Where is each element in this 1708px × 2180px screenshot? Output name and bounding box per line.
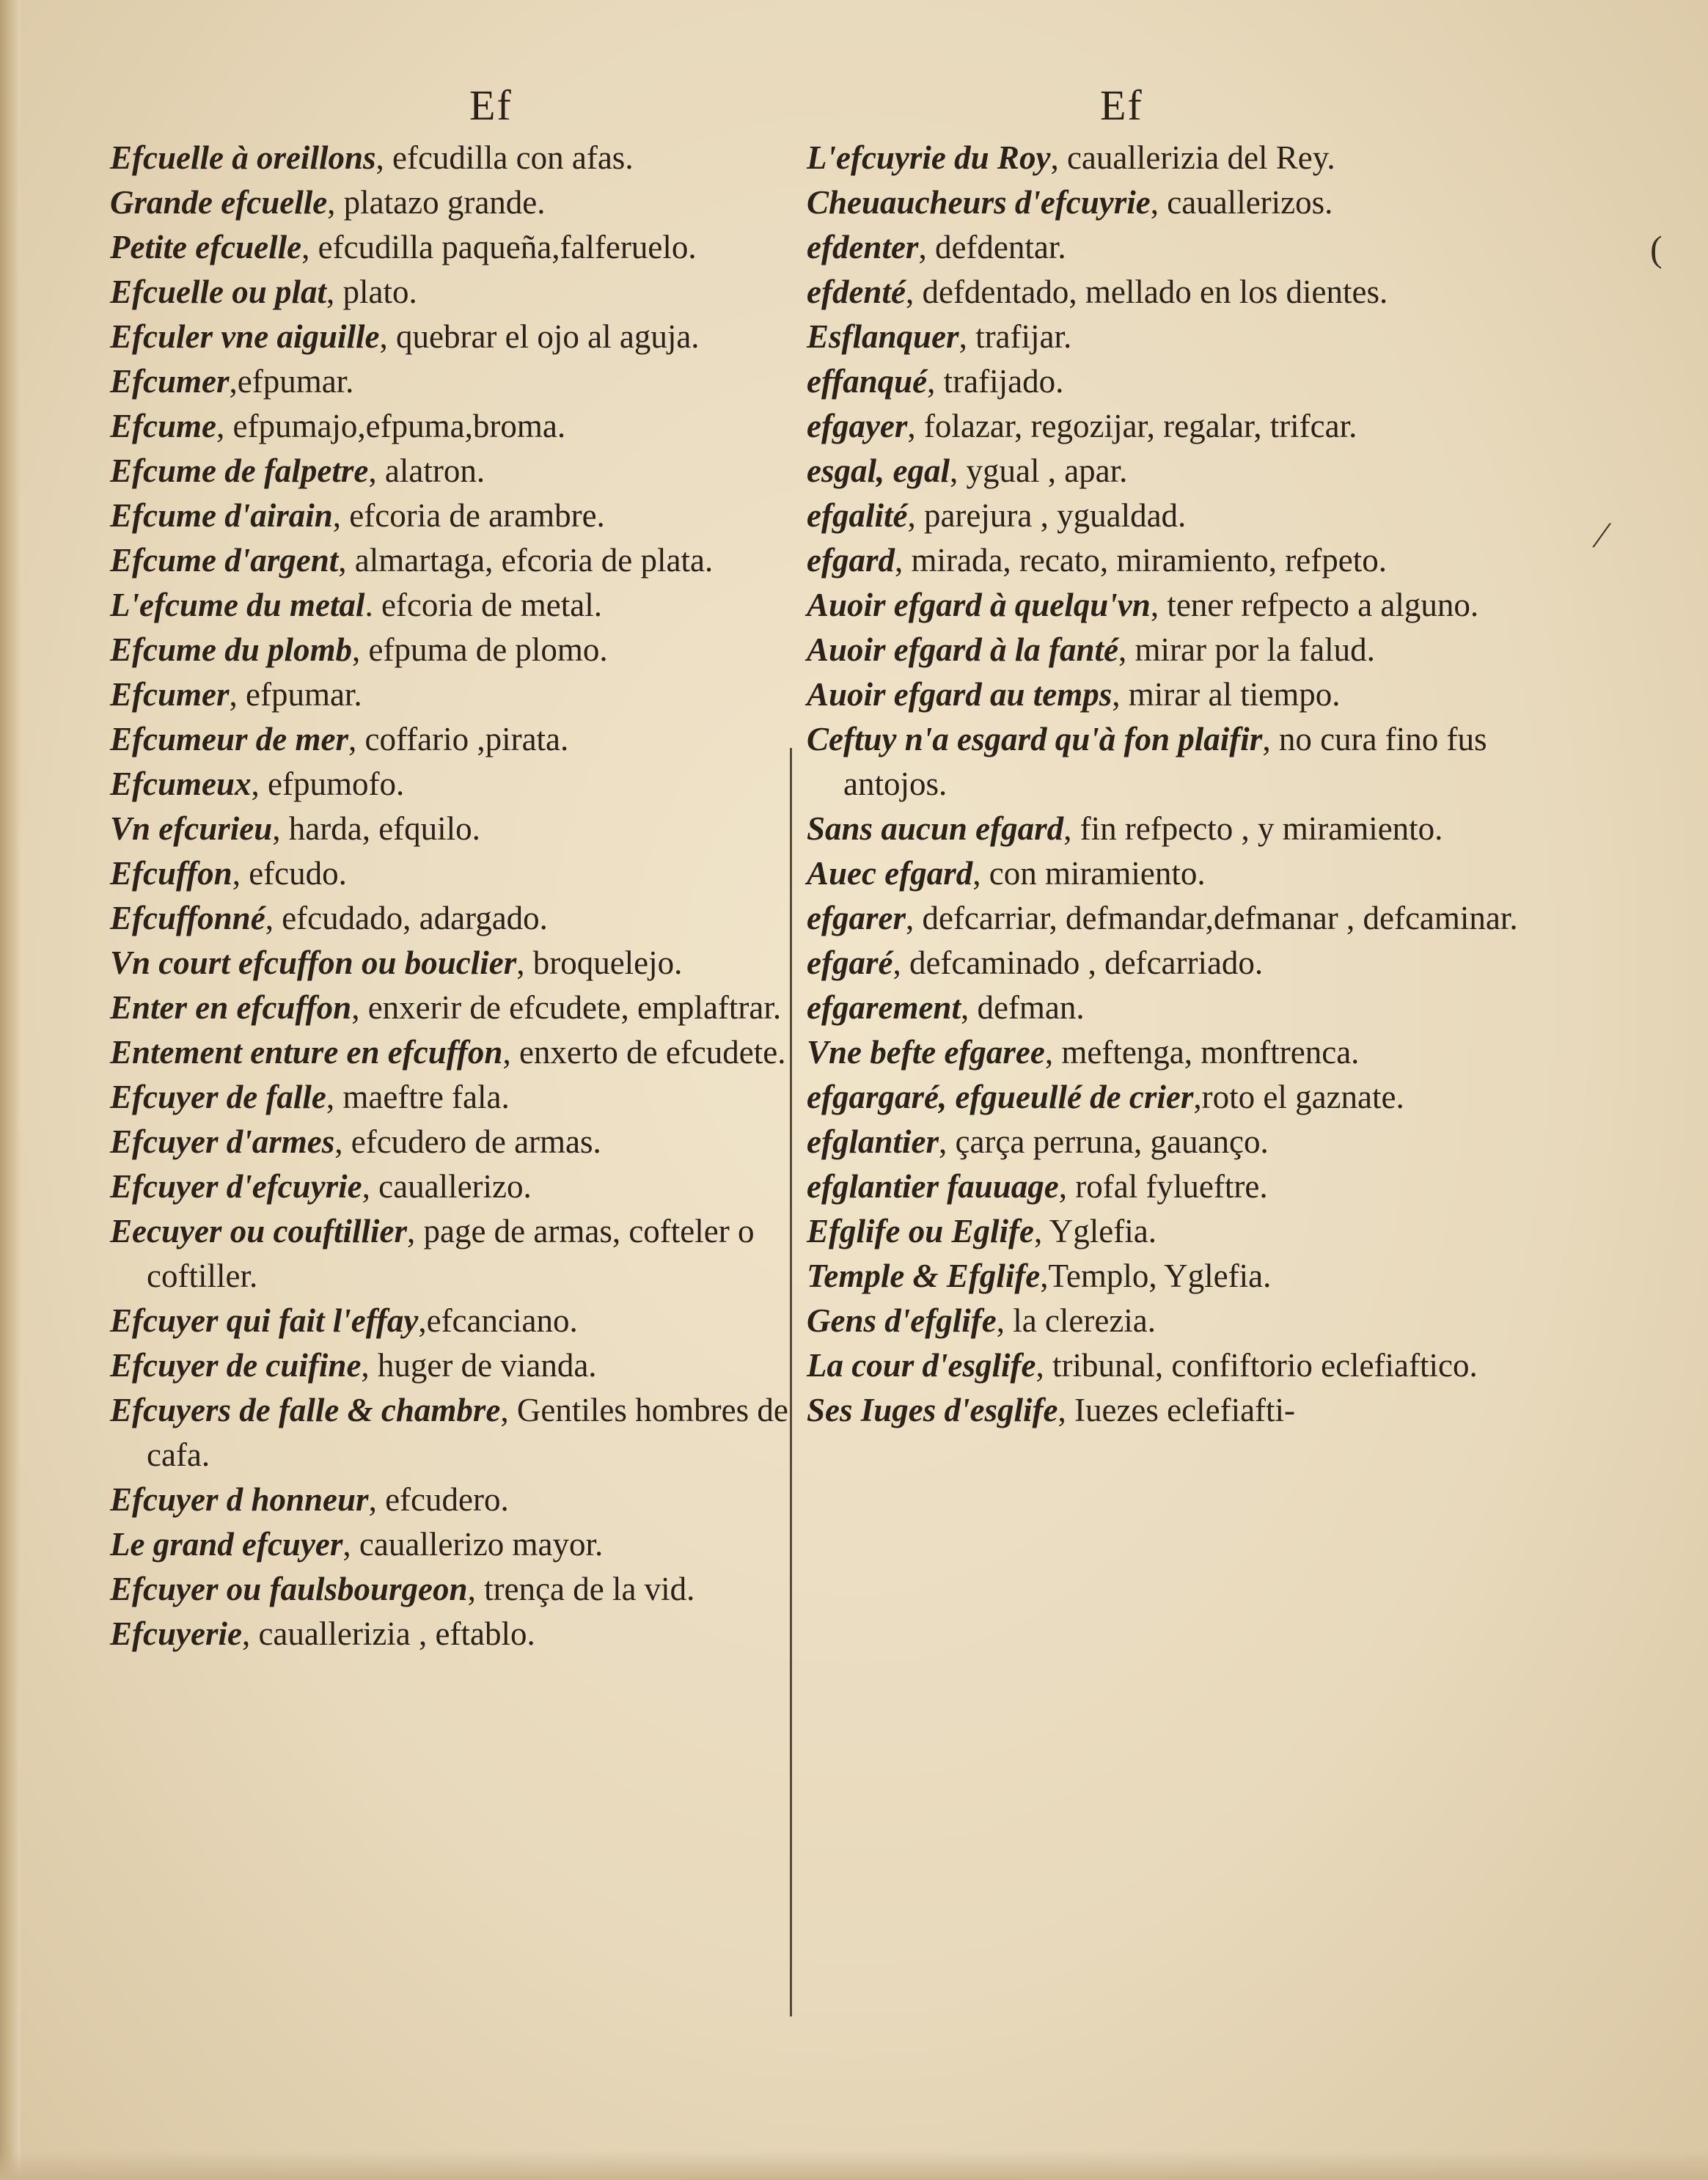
entry-headword: Auoir efgard à la fanté: [807, 631, 1119, 668]
dictionary-entry: [110, 1299, 796, 1343]
right-column: [807, 136, 1540, 1433]
entry-translation: , folazar, regozijar, regalar, trifcar.: [907, 408, 1357, 444]
dictionary-entry: [807, 136, 1540, 180]
entry-headword: Efcuyer de cuifine: [110, 1347, 362, 1384]
entry-headword: efgaré: [807, 944, 893, 981]
entry-translation: , cauallerizia , eftablo.: [241, 1615, 535, 1652]
dictionary-entry: [110, 941, 796, 986]
entry-translation: , no cura fino fus antojos.: [843, 721, 1487, 802]
entry-translation: , mirar al tiempo.: [1112, 676, 1341, 713]
entry-headword: efgarer: [807, 900, 906, 936]
entry-translation: , efcudilla con afas.: [375, 139, 634, 176]
dictionary-entry: [807, 449, 1540, 493]
entry-translation: ,efcanciano.: [418, 1302, 578, 1339]
entry-translation: , enxerto de efcudete.: [502, 1034, 786, 1071]
entry-headword: Efcuelle ou plat: [110, 274, 326, 310]
entry-headword: efgayer: [807, 408, 908, 444]
entry-translation: , Gentiles hombres de cafa.: [147, 1392, 788, 1473]
entry-headword: Esflanquer: [807, 318, 959, 355]
dictionary-entry: [110, 1612, 796, 1656]
entry-headword: Efcume d'argent: [110, 542, 339, 579]
entry-headword: efdenter: [807, 229, 919, 265]
dictionary-entry: [807, 359, 1540, 404]
dictionary-entry: [110, 986, 796, 1030]
margin-mark-1: (: [1650, 228, 1663, 269]
dictionary-entry: [110, 1164, 796, 1209]
page-edge-shadow: [0, 0, 21, 2180]
entry-translation: , defdentado, mellado en los dientes.: [905, 274, 1388, 310]
entry-translation: , efcudero.: [368, 1481, 509, 1518]
dictionary-entry: [807, 1209, 1540, 1254]
dictionary-entry: [110, 1478, 796, 1522]
dictionary-entry: [807, 1254, 1540, 1299]
entry-headword: Efglife ou Eglife: [807, 1213, 1034, 1249]
entry-headword: Efcuyer d'armes: [110, 1123, 335, 1160]
dictionary-entry: [807, 941, 1540, 986]
entry-headword: Efcuyer d'efcuyrie: [110, 1168, 362, 1205]
dictionary-entry: [807, 1299, 1540, 1343]
entry-translation: , maeftre fala.: [326, 1079, 510, 1115]
entry-translation: , efcoria de arambre.: [332, 497, 605, 534]
entry-headword: Efcuyers de falle & chambre: [110, 1392, 501, 1428]
entry-headword: Auec efgard: [807, 855, 973, 892]
entry-headword: Efcuyer de falle: [110, 1079, 326, 1115]
entry-headword: Grande efcuelle: [110, 184, 328, 221]
dictionary-entry: [110, 628, 796, 672]
entry-translation: , cauallerizo.: [362, 1168, 532, 1205]
dictionary-entry: [110, 493, 796, 538]
entry-headword: Efcume du plomb: [110, 631, 353, 668]
entry-headword: esgal, egal: [807, 452, 950, 489]
entry-headword: L'efcuyrie du Roy: [807, 139, 1051, 176]
column-rule: [790, 748, 792, 2016]
dictionary-entry: [807, 851, 1540, 896]
dictionary-entry: [110, 404, 796, 449]
dictionary-entry: [807, 180, 1540, 225]
entry-headword: effanqué: [807, 363, 928, 400]
entry-translation: , cauallerizo mayor.: [342, 1526, 604, 1563]
dictionary-entry: [110, 762, 796, 807]
entry-translation: , trafijado.: [927, 363, 1064, 400]
entry-translation: , parejura , ygualdad.: [907, 497, 1187, 534]
dictionary-entry: [110, 1075, 796, 1120]
entry-translation: , efpuma de plomo.: [352, 631, 608, 668]
entry-headword: Efcume: [110, 408, 216, 444]
dictionary-entry: [110, 1343, 796, 1388]
entry-translation: , defcaminado , defcarriado.: [893, 944, 1264, 981]
entry-headword: Efcumeux: [110, 766, 252, 802]
dictionary-entry: [110, 136, 796, 180]
entry-translation: ,efpumar.: [229, 363, 354, 400]
entry-headword: La cour d'esglife: [807, 1347, 1036, 1384]
dictionary-entry: [110, 717, 796, 762]
dictionary-entry: [110, 315, 796, 359]
entry-translation: , cauallerizia del Rey.: [1050, 139, 1335, 176]
dictionary-entry: [807, 538, 1540, 583]
entry-translation: , mirar por la falud.: [1118, 631, 1375, 668]
entry-translation: ,Templo, Yglefia.: [1040, 1258, 1272, 1294]
entry-headword: Ceftuy n'a esgard qu'à fon plaifir: [807, 721, 1263, 757]
entry-headword: Temple & Efglife: [807, 1258, 1041, 1294]
entry-translation: , efcudado, adargado.: [265, 900, 548, 936]
dictionary-entry: [110, 851, 796, 896]
entry-headword: Efcume de falpetre: [110, 452, 369, 489]
dictionary-entry: [807, 404, 1540, 449]
entry-headword: efglantier fauuage: [807, 1168, 1059, 1205]
dictionary-entry: [110, 672, 796, 717]
running-header-left: Ef: [469, 81, 513, 129]
entry-headword: Efcumer: [110, 676, 230, 713]
dictionary-entry: [807, 628, 1540, 672]
entry-headword: Ses Iuges d'esglife: [807, 1392, 1058, 1428]
entry-translation: , plato.: [326, 274, 417, 310]
entry-translation: , trença de la vid.: [467, 1571, 695, 1607]
entry-headword: Entement enture en efcuffon: [110, 1034, 503, 1071]
entry-headword: Efcuyerie: [110, 1615, 242, 1652]
dictionary-entry: [110, 180, 796, 225]
entry-headword: efgalité: [807, 497, 908, 534]
entry-translation: , çarça perruna, gauanço.: [938, 1123, 1269, 1160]
entry-translation: , almartaga, efcoria de plata.: [338, 542, 714, 579]
entry-translation: , rofal fylueftre.: [1058, 1168, 1268, 1205]
running-header-right: Ef: [1100, 81, 1143, 129]
entry-translation: , meftenga, monftrenca.: [1044, 1034, 1360, 1071]
entry-headword: L'efcume du metal: [110, 587, 365, 623]
dictionary-entry: [110, 449, 796, 493]
entry-headword: Efcumer: [110, 363, 230, 400]
dictionary-entry: [110, 1567, 796, 1612]
dictionary-entry: [807, 672, 1540, 717]
entry-translation: , defcarriar, defmandar,defmanar , defcaminar.: [905, 900, 1518, 936]
entry-translation: , efpumajo,efpuma,broma.: [216, 408, 566, 444]
dictionary-entry: [807, 1164, 1540, 1209]
entry-translation: , coffario ,pirata.: [348, 721, 569, 757]
entry-translation: , efpumar.: [229, 676, 362, 713]
entry-translation: , page de armas, cofteler o coftiller.: [147, 1213, 755, 1294]
entry-translation: , huger de vianda.: [361, 1347, 597, 1384]
page-bottom-shadow: [0, 2151, 1708, 2180]
entry-headword: Petite efcuelle: [110, 229, 302, 265]
dictionary-entry: [110, 1030, 796, 1075]
entry-headword: Efcuffonné: [110, 900, 265, 936]
entry-translation: , broquelejo.: [516, 944, 683, 981]
entry-translation: , quebrar el ojo al aguja.: [379, 318, 700, 355]
dictionary-entry: [807, 270, 1540, 315]
entry-headword: Cheuaucheurs d'efcuyrie: [807, 184, 1151, 221]
entry-headword: efglantier: [807, 1123, 939, 1160]
entry-translation: , harda, efquilo.: [272, 810, 480, 847]
entry-translation: , efcudero de armas.: [334, 1123, 601, 1160]
dictionary-entry: [110, 225, 796, 270]
entry-translation: , cauallerizos.: [1150, 184, 1333, 221]
dictionary-entry: [807, 493, 1540, 538]
dictionary-entry: [110, 583, 796, 628]
dictionary-entry: [110, 359, 796, 404]
entry-translation: , alatron.: [368, 452, 485, 489]
entry-headword: efgard: [807, 542, 895, 579]
dictionary-entry: [807, 717, 1540, 807]
dictionary-entry: [807, 896, 1540, 941]
left-column: [110, 136, 796, 1656]
entry-translation: , ygual , apar.: [949, 452, 1128, 489]
entry-translation: ,roto el gaznate.: [1193, 1079, 1404, 1115]
dictionary-entry: [807, 225, 1540, 270]
dictionary-entry: [110, 270, 796, 315]
entry-headword: efgargaré, efgueullé de crier: [807, 1079, 1194, 1115]
entry-headword: Gens d'efglife: [807, 1302, 997, 1339]
entry-headword: Vn efcurieu: [110, 810, 273, 847]
entry-headword: Efcuffon: [110, 855, 232, 892]
entry-translation: , tener refpecto a alguno.: [1150, 587, 1479, 623]
dictionary-entry: [110, 1522, 796, 1567]
entry-headword: Le grand efcuyer: [110, 1526, 343, 1563]
entry-translation: , fin refpecto , y miramiento.: [1063, 810, 1443, 847]
entry-translation: , efpumofo.: [251, 766, 405, 802]
entry-headword: Enter en efcuffon: [110, 989, 352, 1026]
entry-translation: . efcoria de metal.: [364, 587, 603, 623]
entry-headword: Auoir efgard au temps: [807, 676, 1113, 713]
entry-headword: Efcuyer qui fait l'effay: [110, 1302, 419, 1339]
entry-headword: Efculer vne aiguille: [110, 318, 380, 355]
dictionary-entry: [807, 807, 1540, 851]
dictionary-entry: [807, 583, 1540, 628]
entry-translation: , Yglefia.: [1033, 1213, 1157, 1249]
entry-translation: , Iuezes eclefiafti-: [1058, 1392, 1296, 1428]
entry-translation: , mirada, recato, miramiento, refpeto.: [894, 542, 1387, 579]
dictionary-entry: [807, 315, 1540, 359]
entry-headword: Vn court efcuffon ou bouclier: [110, 944, 517, 981]
entry-headword: Auoir efgard à quelqu'vn: [807, 587, 1151, 623]
entry-translation: , efcudo.: [232, 855, 347, 892]
dictionary-entry: [807, 1343, 1540, 1388]
dictionary-entry: [110, 896, 796, 941]
dictionary-entry: [807, 1388, 1540, 1433]
entry-headword: Vne befte efgaree: [807, 1034, 1045, 1071]
dictionary-entry: [807, 1075, 1540, 1120]
entry-headword: efdenté: [807, 274, 906, 310]
entry-translation: , platazo grande.: [327, 184, 546, 221]
dictionary-entry: [110, 1120, 796, 1164]
dictionary-entry: [110, 1209, 796, 1299]
entry-translation: , con miramiento.: [972, 855, 1206, 892]
entry-headword: Efcuelle à oreillons: [110, 139, 376, 176]
entry-translation: , defdentar.: [918, 229, 1066, 265]
entry-headword: Efcuyer d honneur: [110, 1481, 369, 1518]
entry-headword: Efcume d'airain: [110, 497, 333, 534]
entry-headword: efgarement: [807, 989, 961, 1026]
dictionary-entry: [807, 1030, 1540, 1075]
entry-headword: Efcumeur de mer: [110, 721, 348, 757]
dictionary-entry: [807, 1120, 1540, 1164]
dictionary-entry: [110, 807, 796, 851]
entry-translation: , enxerir de efcudete, emplaftrar.: [351, 989, 782, 1026]
entry-translation: , trafijar.: [959, 318, 1072, 355]
dictionary-entry: [110, 1388, 796, 1478]
entry-headword: Sans aucun efgard: [807, 810, 1064, 847]
entry-translation: , tribunal, confiftorio eclefiaftico.: [1036, 1347, 1478, 1384]
margin-mark-2: ⁄: [1599, 514, 1605, 555]
entry-translation: , defman.: [960, 989, 1085, 1026]
entry-headword: Eecuyer ou couftillier: [110, 1213, 407, 1249]
entry-headword: Efcuyer ou faulsbourgeon: [110, 1571, 468, 1607]
dictionary-entry: [807, 986, 1540, 1030]
entry-translation: , efcudilla paqueña,falferuelo.: [301, 229, 697, 265]
dictionary-entry: [110, 538, 796, 583]
entry-translation: , la clerezia.: [996, 1302, 1157, 1339]
